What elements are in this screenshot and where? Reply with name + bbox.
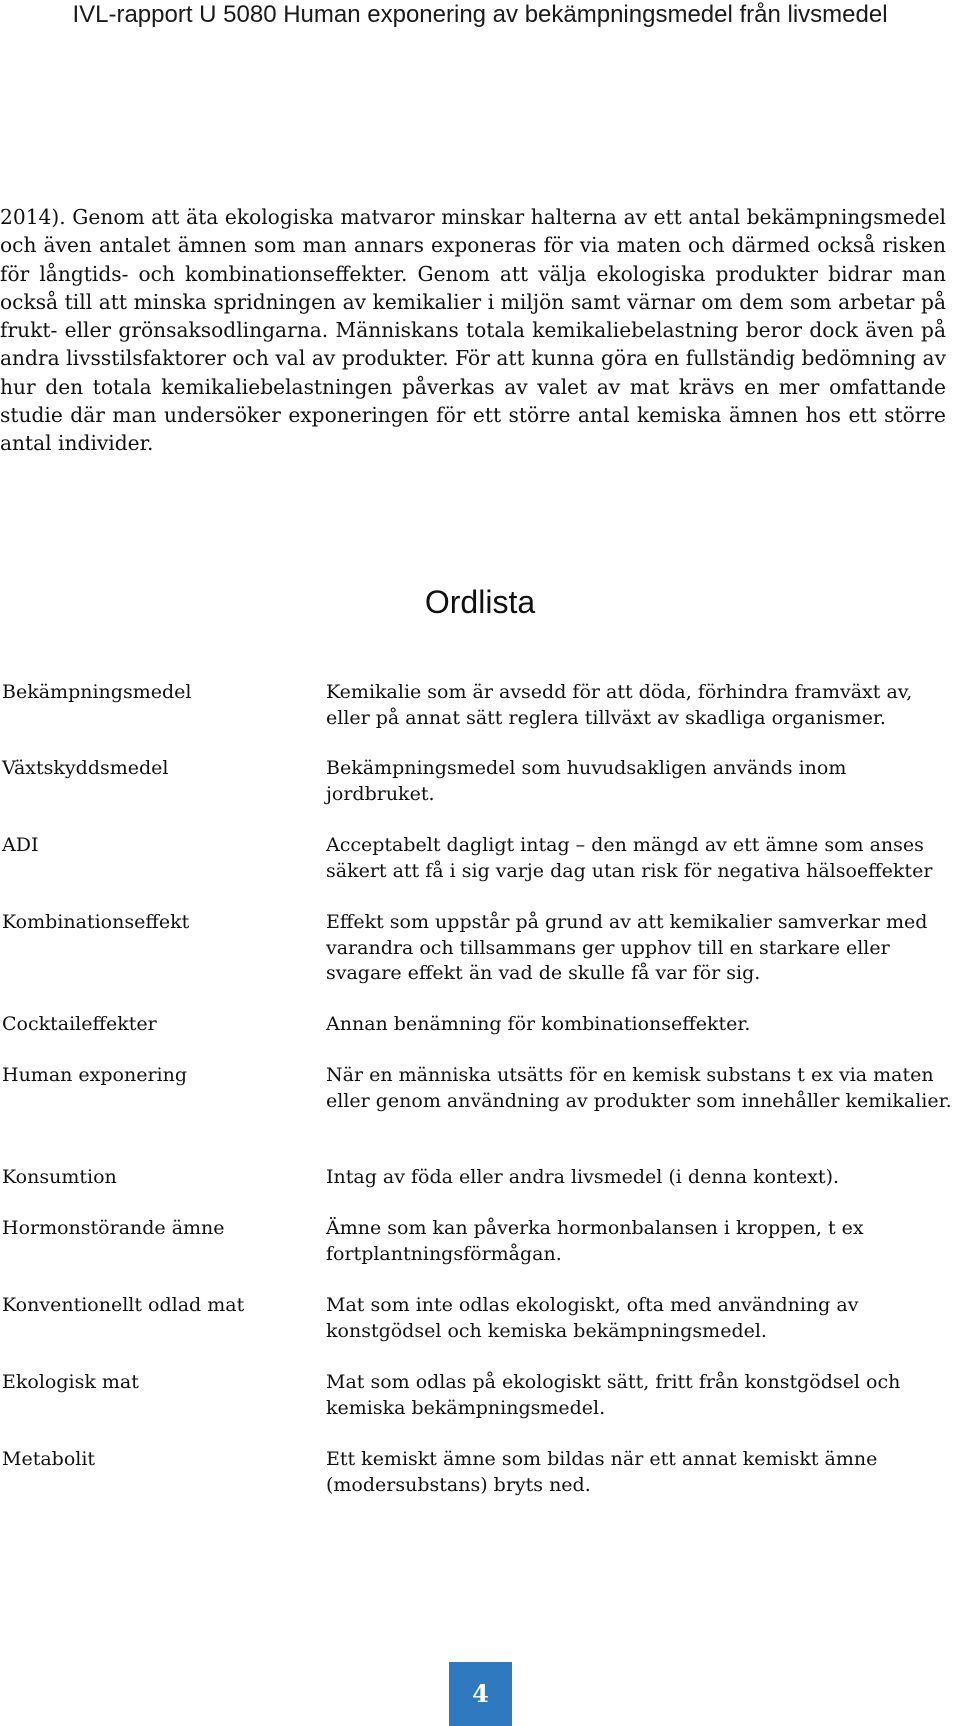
glossary-definition: Acceptabelt dagligt intag – den mängd av ett ämne som anses säkert att få i sig varje dag utan risk för negativa hälsoeffekter bbox=[326, 834, 933, 882]
glossary-definition: Ett kemiskt ämne som bildas när ett annat kemiskt ämne (modersubstans) bryts ned. bbox=[326, 1448, 878, 1496]
glossary-term: Växtskyddsmedel bbox=[2, 757, 169, 779]
glossary-definition: Mat som odlas på ekologiskt sätt, fritt från konstgödsel och kemiska bekämpningsmedel. bbox=[326, 1371, 901, 1419]
glossary-definition: Annan benämning för kombinationseffekter. bbox=[326, 1013, 751, 1035]
glossary-term: Hormonstörande ämne bbox=[2, 1217, 225, 1239]
glossary-term: Cocktaileffekter bbox=[2, 1013, 157, 1035]
glossary-term: Konsumtion bbox=[2, 1166, 117, 1188]
glossary-definition: Ämne som kan påverka hormonbalansen i kroppen, t ex fortplantningsförmågan. bbox=[326, 1217, 864, 1265]
glossary-definition: Bekämpningsmedel som huvudsakligen används inom jordbruket. bbox=[326, 757, 847, 805]
glossary-term: Konventionellt odlad mat bbox=[2, 1294, 245, 1316]
glossary-term: Ekologisk mat bbox=[2, 1371, 139, 1393]
glossary-term: ADI bbox=[2, 834, 39, 856]
glossary-term: Metabolit bbox=[2, 1448, 96, 1470]
glossary-heading: Ordlista bbox=[424, 584, 536, 620]
glossary-term: Bekämpningsmedel bbox=[2, 681, 192, 703]
glossary-definition: Effekt som uppstår på grund av att kemikalier samverkar med varandra och tillsammans ger upphov till en starkare eller svagare effekt än vad de skulle få var för sig. bbox=[326, 911, 928, 984]
glossary-definition: Intag av föda eller andra livsmedel (i denna kontext). bbox=[326, 1166, 840, 1188]
glossary-definition: Mat som inte odlas ekologiskt, ofta med användning av konstgödsel och kemiska bekämpningsmedel. bbox=[326, 1294, 859, 1342]
glossary-definition: Kemikalie som är avsedd för att döda, förhindra framväxt av, eller på annat sätt reglera tillväxt av skadliga organismer. bbox=[326, 681, 913, 729]
report-header: IVL-rapport U 5080 Human exponering av bekämpningsmedel från livsmedel bbox=[72, 1, 888, 28]
page-number-badge: 4 bbox=[449, 1662, 512, 1726]
glossary-term: Human exponering bbox=[2, 1064, 188, 1086]
body-paragraph: 2014). Genom att äta ekologiska matvaror minskar halterna av ett antal bekämpningsmedel och även antalet ämnen som man annars exponeras för via maten och därmed också risken för långtids- och kombinationseffekter. Genom att välja ekologiska produkter bidrar man också till att minska spridningen av kemikalier i miljön samt värnar om dem som arbetar på frukt- eller grönsaksodlingarna. Människans totala kemikaliebelastning beror dock även på andra livsstilsfaktorer och val av produkter. För att kunna göra en fullständig bedömning av hur den totala kemikaliebelastningen påverkas av valet av mat krävs en mer omfattande studie där man undersöker exponeringen för ett större antal kemiska ämnen hos ett större antal individer. bbox=[0, 205, 946, 456]
glossary-term: Kombinationseffekt bbox=[2, 911, 190, 933]
glossary-definition: När en människa utsätts för en kemisk substans t ex via maten eller genom användning av produkter som innehåller kemikalier. bbox=[326, 1064, 952, 1112]
